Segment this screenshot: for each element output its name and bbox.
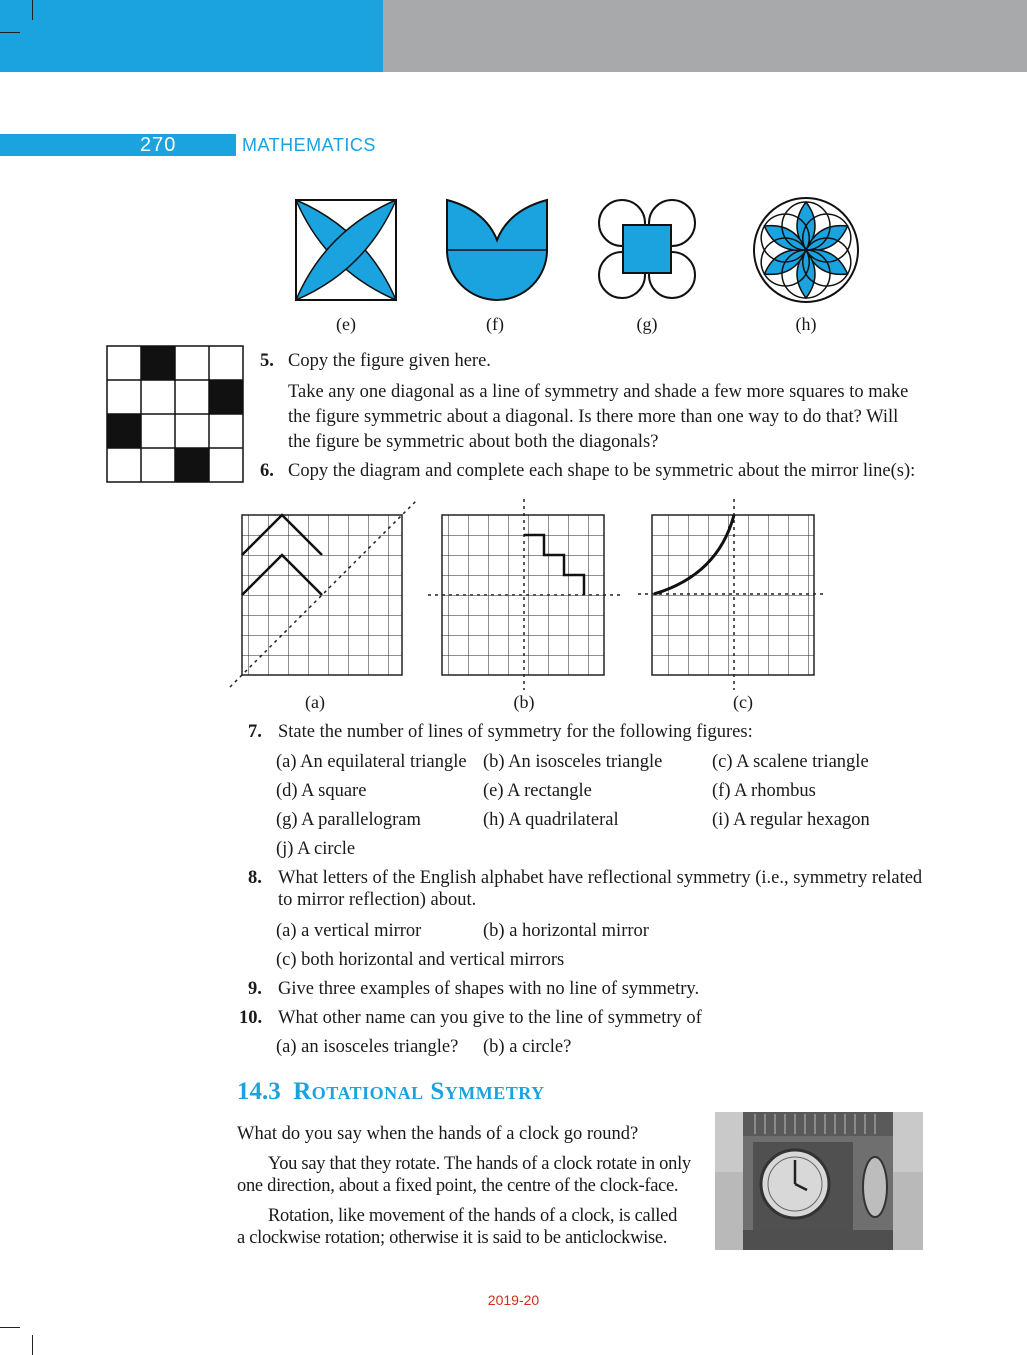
section-title: Rotational Symmetry [293,1078,545,1105]
crop-mark [32,1335,33,1355]
q7-item: (c) A scalene triangle [712,752,869,772]
section-number: 14.3 [237,1078,281,1105]
q8-number: 8. [248,868,262,888]
paragraph-line: Rotation, like movement of the hands of a clock, is called [268,1206,678,1226]
q8-item: (b) a horizontal mirror [483,921,649,941]
q10-text: What other name can you give to the line of symmetry of [278,1008,702,1028]
figure-e [296,200,396,300]
q7-item: (i) A regular hexagon [712,810,870,830]
q5-line: the figure be symmetric about both the diagonals? [288,432,659,452]
caption-b: (b) [513,692,535,712]
diagram-a [230,501,416,687]
caption-f: (f) [486,314,504,334]
figure-g [599,200,695,298]
q7-item: (g) A parallelogram [276,810,421,830]
crop-mark [0,1327,20,1328]
q9-number: 9. [248,979,262,999]
figures-e-to-h [290,192,870,312]
crop-mark [32,0,33,20]
diagram-c [638,499,826,690]
subject-title: MATHEMATICS [242,135,376,155]
q5-line: Copy the figure given here. [288,351,491,371]
figure-h [752,198,859,302]
caption-h: (h) [795,314,817,334]
q7-item: (j) A circle [276,839,356,859]
q7-item: (a) An equilateral triangle [276,752,467,772]
q7-item: (f) A rhombus [712,781,816,801]
paragraph-line: one direction, about a fixed point, the centre of the clock-face. [237,1176,679,1196]
q5-grid-figure [106,345,244,483]
q7-text: State the number of lines of symmetry for the following figures: [278,722,753,742]
q10-item: (b) a circle? [483,1037,572,1057]
q5-number: 5. [260,351,274,371]
caption-c: (c) [733,692,753,712]
q7-item: (e) A rectangle [483,781,592,801]
footer-year: 2019-20 [487,1292,540,1308]
q5-line: Take any one diagonal as a line of symmetry and shade a few more squares to make [288,382,909,402]
crop-mark [0,32,20,33]
q7-item: (b) An isosceles triangle [483,752,663,772]
figure-f [447,200,547,300]
page-number: 270 [140,134,177,156]
q10-number: 10. [239,1008,263,1028]
section-heading [237,1076,545,1108]
q9-text: Give three examples of shapes with no line of symmetry. [278,979,700,999]
q7-item: (h) A quadrilateral [483,810,619,830]
q8-item: (a) a vertical mirror [276,921,422,941]
top-bar-grey [383,0,1027,72]
diagram-b [428,499,620,690]
q7-number: 7. [248,722,262,742]
q6-diagrams [228,495,828,690]
q5-line: the figure symmetric about a diagonal. Is there more than one way to do that? Will [288,407,899,427]
q6-text: Copy the diagram and complete each shape to be symmetric about the mirror line(s): [288,461,916,481]
caption-g: (g) [636,314,658,334]
q6-number: 6. [260,461,274,481]
clock-tower-photo [715,1112,923,1250]
q8-item: (c) both horizontal and vertical mirrors [276,950,565,970]
q7-item: (d) A square [276,781,367,801]
paragraph-line: You say that they rotate. The hands of a clock rotate in only [268,1154,691,1174]
paragraph-line: a clockwise rotation; otherwise it is said to be anticlockwise. [237,1228,668,1248]
paragraph-line: What do you say when the hands of a clock go round? [237,1124,639,1144]
caption-a: (a) [305,692,325,712]
q8-line: to mirror reflection) about. [278,890,477,910]
top-bar-blue [0,0,383,72]
q10-item: (a) an isosceles triangle? [276,1037,459,1057]
caption-e: (e) [336,314,356,334]
q8-line: What letters of the English alphabet have reflectional symmetry (i.e., symmetry related [278,868,923,888]
